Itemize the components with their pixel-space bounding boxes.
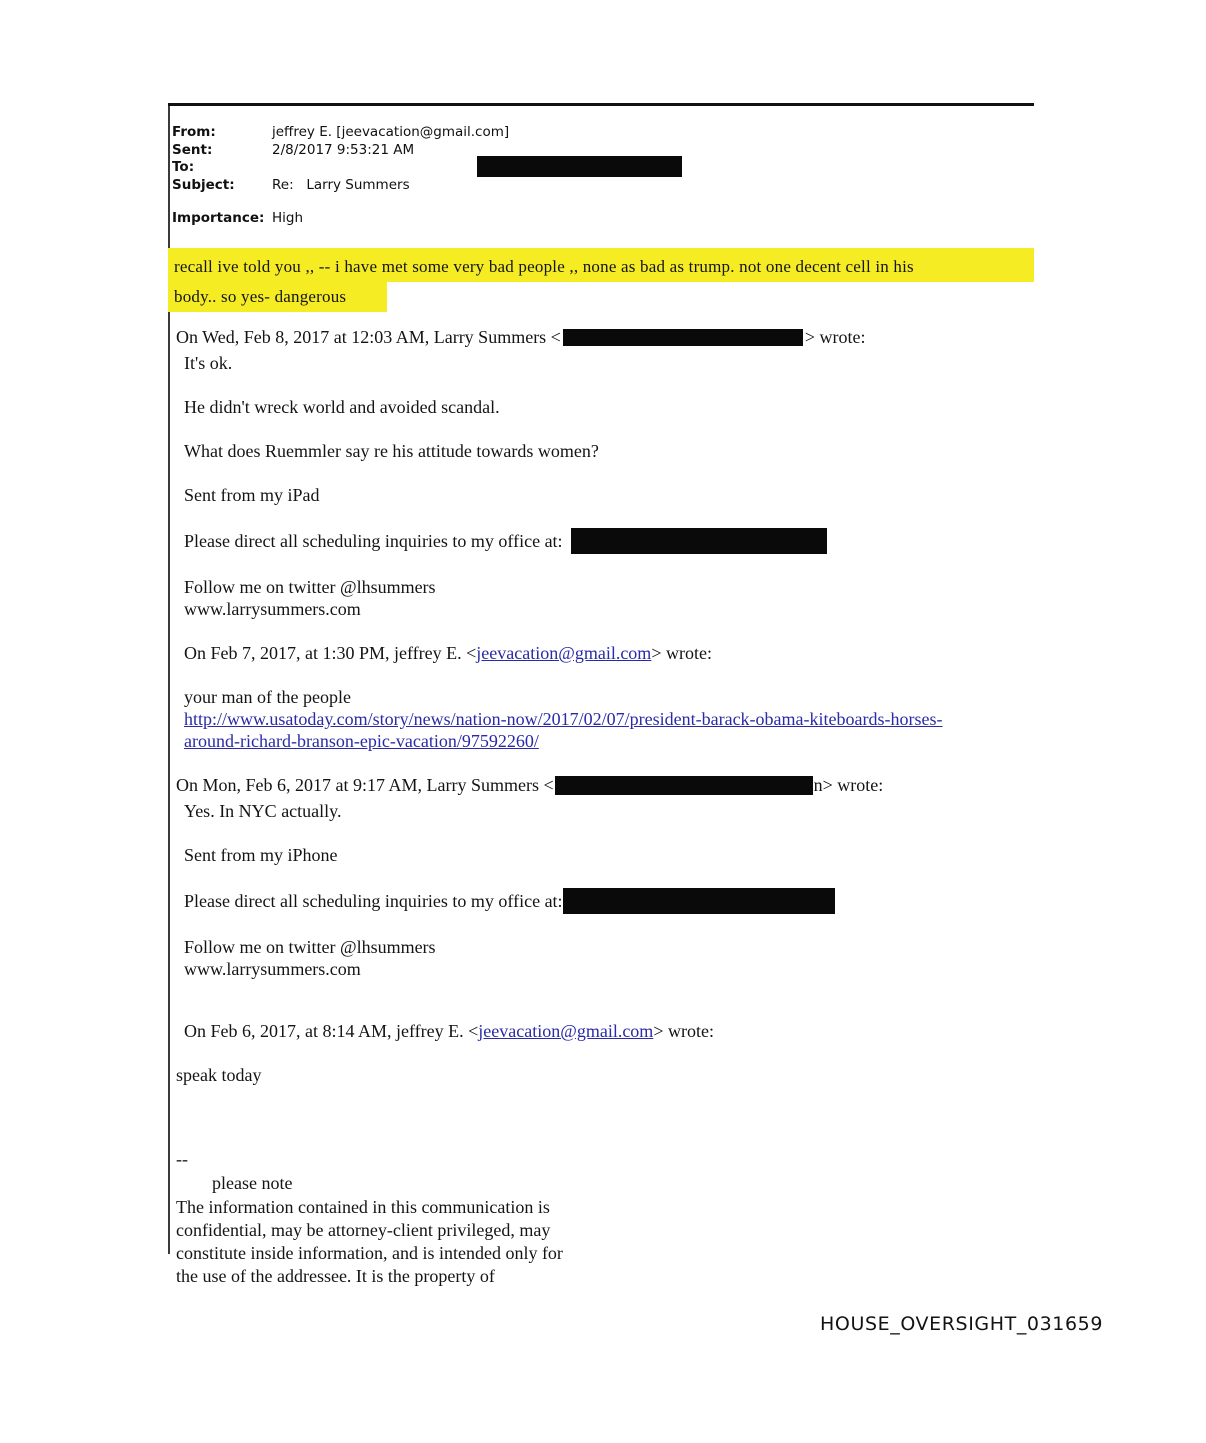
redaction-bar — [571, 528, 827, 554]
article-url-line-2[interactable]: around-richard-branson-epic-vacation/97592260/ — [184, 731, 539, 751]
to-recipient-name: Larry Summers — [306, 176, 410, 193]
highlight-line-1: recall ive told you ,, -- i have met some very bad people ,, none as bad as trump. not one decent cell in his — [174, 257, 914, 276]
quoted-thread — [176, 326, 1034, 1288]
reply-2-sender-email-link[interactable]: jeevacation@gmail.com — [476, 643, 652, 663]
reply-4-attrib-prefix: On Feb 6, 2017, at 8:14 AM, jeffrey E. < — [184, 1021, 479, 1041]
disclaimer-line-3: constitute inside information, and is intended only for — [176, 1243, 563, 1263]
reply-1-paragraph-2: What does Ruemmler say re his attitude towards women? — [184, 441, 599, 461]
reply-1-attrib-suffix: > wrote: — [804, 327, 866, 347]
reply-1-signature — [184, 576, 1034, 620]
from-label: From: — [172, 124, 216, 140]
redaction-bar — [555, 776, 813, 795]
reply-1-attrib-prefix: On Wed, Feb 8, 2017 at 12:03 AM, Larry Summers < — [176, 327, 561, 347]
reply-4-attrib-suffix: > wrote: — [653, 1021, 714, 1041]
disclaimer-line-4: the use of the addressee. It is the property of — [176, 1266, 495, 1286]
reply-2-attrib-suffix: > wrote: — [651, 643, 712, 663]
highlight-line-2: body.. so yes- dangerous — [174, 287, 347, 306]
reply-4-body: speak today — [176, 1065, 262, 1085]
reply-4-sender-email-link[interactable]: jeevacation@gmail.com — [478, 1021, 654, 1041]
reply-1-scheduling-text: Please direct all scheduling inquiries to my office at: — [184, 531, 563, 551]
header-rule — [168, 103, 1034, 106]
reply-3-signature — [184, 936, 1034, 980]
to-label: To: — [172, 159, 195, 175]
reply-2-line-1: your man of the people — [184, 687, 351, 707]
reply-1-attribution — [176, 326, 1034, 348]
header-row-subject — [172, 177, 1032, 195]
header-row-importance — [172, 210, 1032, 228]
reply-1-paragraph-1: He didn't wreck world and avoided scandal. — [184, 397, 500, 417]
reply-3-twitter-handle: Follow me on twitter @lhsummers — [184, 937, 436, 957]
header-row-from — [172, 124, 1032, 142]
reply-3-scheduling-text: Please direct all scheduling inquiries to my office at: — [184, 891, 563, 911]
signature-separator: -- — [176, 1149, 188, 1169]
reply-1-sent-from: Sent from my iPad — [184, 485, 320, 505]
reply-1-scheduling-line — [184, 528, 1034, 554]
redaction-bar — [477, 156, 682, 177]
reply-2-body — [184, 686, 1034, 752]
disclaimer-line-1: The information contained in this communication is — [176, 1197, 550, 1217]
disclaimer-line-2: confidential, may be attorney-client privileged, may — [176, 1220, 551, 1240]
reply-3-sent-from: Sent from my iPhone — [184, 845, 338, 865]
sent-value: 2/8/2017 9:53:21 AM — [272, 141, 415, 158]
importance-value: High — [272, 210, 304, 226]
subject-value: Re: — [272, 176, 294, 193]
please-note-label: please note — [212, 1173, 293, 1193]
reply-2-attrib-prefix: On Feb 7, 2017, at 1:30 PM, jeffrey E. < — [184, 643, 477, 663]
from-value: jeffrey E. [jeevacation@gmail.com] — [272, 124, 510, 140]
highlighted-passage — [168, 248, 1034, 312]
reply-4-attribution — [184, 1020, 1034, 1042]
reply-3-attribution — [176, 774, 1034, 796]
confidentiality-footer — [176, 1148, 1034, 1288]
subject-label: Subject: — [172, 176, 235, 193]
reply-1-line-1: It's ok. — [184, 353, 233, 373]
email-header — [172, 124, 1032, 228]
bates-number: HOUSE_OVERSIGHT_031659 — [820, 1313, 1104, 1335]
reply-3-website: www.larrysummers.com — [184, 959, 361, 979]
importance-label: Importance: — [172, 210, 265, 226]
reply-1-website: www.larrysummers.com — [184, 599, 361, 619]
reply-3-attrib-suffix: wrote: — [832, 775, 884, 795]
redaction-bar — [563, 888, 835, 914]
reply-1-twitter-handle: Follow me on twitter @lhsummers — [184, 577, 436, 597]
highlight-text — [174, 252, 1028, 312]
reply-3-line-1: Yes. In NYC actually. — [184, 801, 342, 821]
reply-3-attrib-tail: n> — [813, 775, 833, 795]
sent-label: Sent: — [172, 141, 213, 158]
article-url-line-1[interactable]: http://www.usatoday.com/story/news/nation-now/2017/02/07/president-barack-obama-kiteboards-horses- — [184, 709, 943, 729]
reply-3-attrib-prefix: On Mon, Feb 6, 2017 at 9:17 AM, Larry Summers < — [176, 775, 554, 795]
redaction-bar — [563, 329, 803, 346]
reply-2-attribution — [184, 642, 1034, 664]
reply-3-scheduling-line — [184, 888, 1034, 914]
